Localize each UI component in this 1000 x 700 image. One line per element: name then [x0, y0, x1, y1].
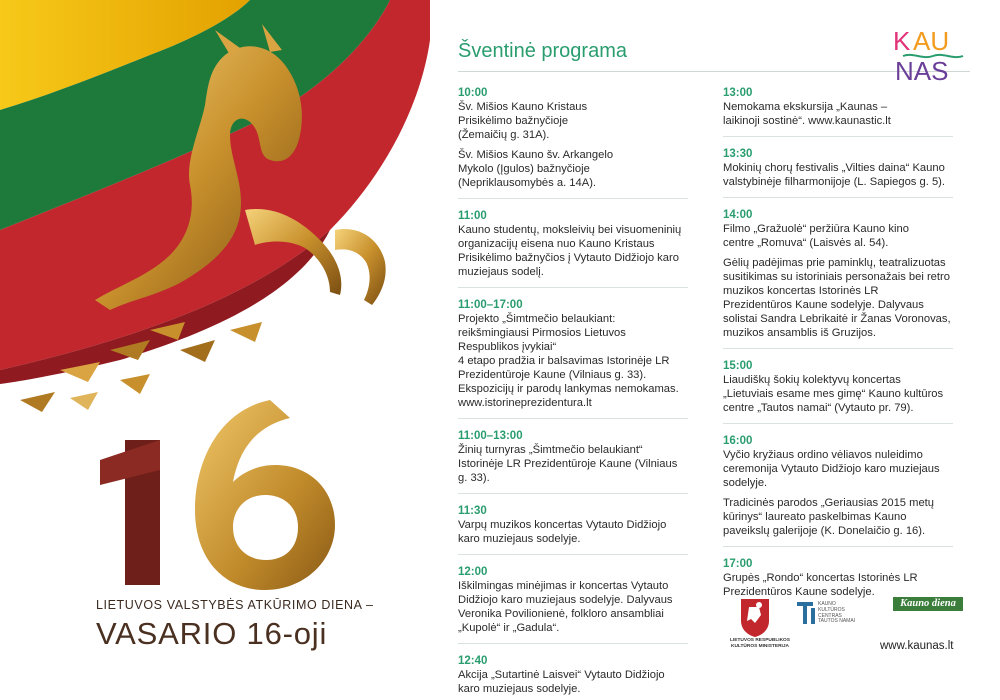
program-entry	[723, 208, 978, 349]
program-entry	[458, 86, 713, 199]
program-description: Filmo „Gražuolė“ peržiūra Kauno kino centre „Romuva“ (Laisvės al. 54).	[723, 223, 909, 249]
flag-horse-artwork	[0, 0, 430, 700]
program-entry	[723, 359, 978, 424]
website-link[interactable]: www.kaunas.lt	[880, 640, 954, 652]
program-entry	[458, 654, 713, 696]
program-time: 11:00–17:00	[458, 299, 523, 311]
program-title: Šventinė programa	[458, 40, 627, 62]
program-divider	[458, 493, 688, 494]
program-time: 14:00	[723, 209, 753, 221]
program-time: 13:00	[723, 87, 753, 99]
program-entry	[723, 147, 978, 198]
program-description: Gėlių padėjimas prie paminklų, teatralizuotas susitikimas su istoriniais personažais bei retro muzikos koncertas Istorinės LR Prezidentūros Kaune sodelyje. Dalyvaus solistai Sandra Lebrikaitė ir Žanas Voronovas, muzikos ansamblis iš Gruzijos.	[723, 257, 951, 339]
culture-centre-caption: KAUNO KULTŪROS CENTRAS TAUTOS NAMAI	[818, 601, 856, 625]
program-time: 11:30	[458, 505, 487, 517]
ministry-caption: LIETUVOS RESPUBLIKOS KULTŪROS MINISTERIJA	[730, 638, 790, 649]
program-time: 15:00	[723, 360, 753, 372]
program-time: 12:40	[458, 655, 488, 667]
program-divider	[458, 643, 688, 644]
program-description: Mokinių chorų festivalis „Vilties daina“ Kauno valstybinėje filharmonijoje (L. Sapiegos g. 5).	[723, 162, 946, 188]
kaunas-logo-line1-rest: AU	[913, 26, 950, 56]
program-divider	[458, 287, 688, 288]
program-entry	[458, 209, 713, 288]
program-divider	[458, 554, 688, 555]
program-time: 10:00	[458, 87, 488, 99]
program-description: Grupės „Rondo“ koncertas Istorinės LR Prezidentūros Kaune sodelyje.	[723, 572, 918, 598]
program-time: 13:30	[723, 148, 753, 160]
program-divider	[723, 136, 953, 137]
program-description: Liaudiškų šokių kolektyvų koncertas „Lietuviais esame mes gimę“ Kauno kultūros centre „Tautos namai“ (Vytauto pr. 79).	[723, 374, 944, 414]
program-divider	[458, 418, 688, 419]
big-number-16	[100, 400, 370, 590]
subtitle: LIETUVOS VALSTYBĖS ATKŪRIMO DIENA –	[96, 598, 374, 612]
program-description: Žinių turnyras „Šimtmečio belaukiant“ Istorinėje LR Prezidentūroje Kaune (Vilniaus g. 33).	[458, 444, 678, 484]
program-divider	[458, 198, 688, 199]
program-divider	[723, 423, 953, 424]
program-description: Kauno studentų, moksleivių bei visuomeninių organizacijų eisena nuo Kauno Kristaus Prisikėlimo bažnyčios į Vytauto Didžiojo karo muziejaus sodelį.	[458, 224, 682, 278]
program-divider	[723, 348, 953, 349]
program-column-left	[458, 86, 713, 696]
program-description: Iškilmingas minėjimas ir koncertas Vytauto Didžiojo karo muziejaus sodelyje. Dalyvaus Veronika Povilionienė, folkloro ansambliai „Kupolė“ ir „Gadula“.	[458, 580, 673, 634]
program-time: 17:00	[723, 558, 753, 570]
date-headline: VASARIO 16-oji	[96, 616, 328, 651]
program-time: 11:00–13:00	[458, 430, 523, 442]
program-entry	[723, 557, 978, 599]
kaunas-logo-line2: NAS	[895, 56, 949, 84]
program-description: Varpų muzikos koncertas Vytauto Didžiojo karo muziejaus sodelyje.	[458, 519, 667, 545]
program-description: Vyčio kryžiaus ordino vėliavos nuleidimo ceremonija Vytauto Didžiojo karo muziejaus sodelyje.	[723, 449, 940, 489]
kaunas-logo	[893, 26, 973, 84]
program-time: 16:00	[723, 435, 753, 447]
program-entry	[458, 429, 713, 494]
kaunas-logo-k: K	[893, 26, 911, 56]
program-entry	[458, 298, 713, 419]
program-description: Tradicinės parodos „Geriausias 2015 metų kūrinys“ laureato paskelbimas Kauno paveikslų galerijoje (K. Donelaičio g. 16).	[723, 497, 935, 537]
program-description: Projekto „Šimtmečio belaukiant: reikšmingiausi Pirmosios Lietuvos Respublikos įvykiai“ 4 etapo pradžia ir balsavimas Istorinėje LR Prezidentūroje Kaune (Vilniaus g. 33). Ekspozicijų ir parodų lankymas nemokamas. www.istorineprezidentura.lt	[458, 313, 679, 409]
program-description: Šv. Mišios Kauno Kristaus Prisikėlimo bažnyčioje (Žemaičių g. 31A).	[458, 101, 588, 141]
program-divider	[723, 546, 953, 547]
program-entry	[723, 434, 978, 547]
program-column-right	[723, 86, 978, 599]
program-description: Akcija „Sutartinė Laisvei“ Vytauto Didžiojo karo muziejaus sodelyje.	[458, 669, 665, 695]
program-time: 12:00	[458, 566, 488, 578]
program-entry	[458, 565, 713, 644]
program-entry	[458, 504, 713, 555]
program-description: Nemokama ekskursija „Kaunas – laikinoji sostinė“. www.kaunastic.lt	[723, 101, 891, 127]
kauno-diena-logo: Kauno diena	[893, 597, 963, 611]
program-divider	[723, 197, 953, 198]
program-time: 11:00	[458, 210, 487, 222]
program-entry	[723, 86, 978, 137]
program-description: Šv. Mišios Kauno šv. Arkangelo Mykolo (Įgulos) bažnyčioje (Nepriklausomybės a. 14A).	[458, 149, 614, 189]
